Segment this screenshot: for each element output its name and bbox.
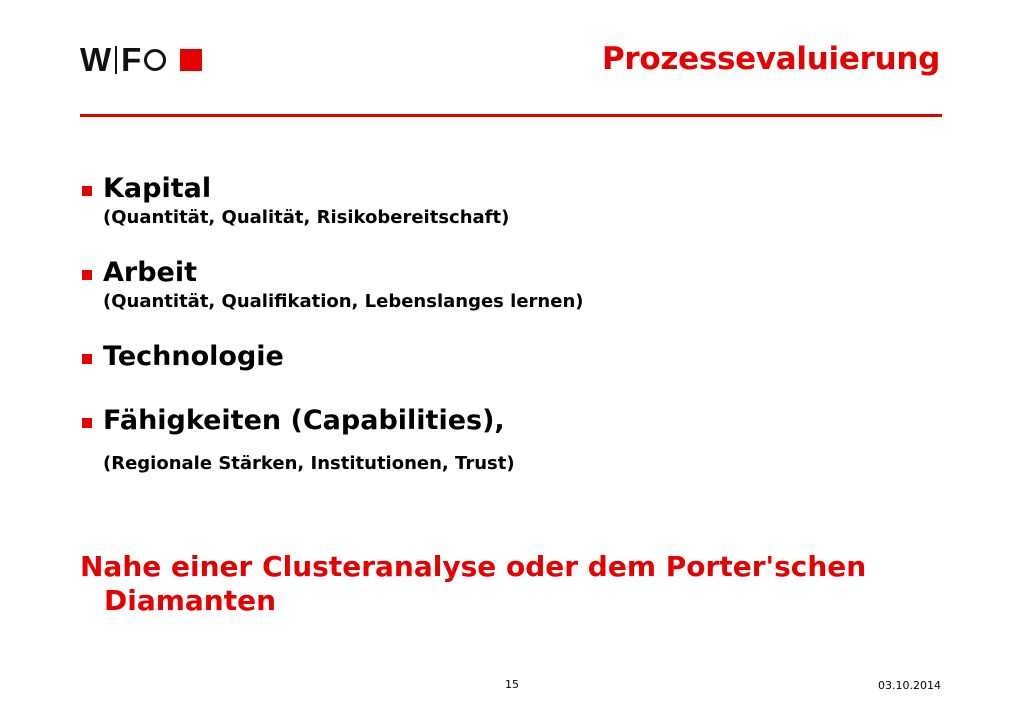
red-square-bullet-icon [82, 354, 92, 364]
wifo-logo [80, 43, 202, 77]
bullet-item-arbeit [80, 256, 583, 314]
red-square-bullet-icon [82, 270, 92, 280]
bullet-heading: Technologie [103, 341, 284, 372]
conclusion-statement [80, 550, 940, 618]
logo-red-square-icon [180, 49, 202, 71]
bullet-detail: (Regionale Stärken, Institutionen, Trust) [103, 453, 515, 474]
bullet-item-technologie [80, 340, 284, 374]
bullet-heading: Arbeit [103, 257, 198, 288]
red-square-bullet-icon [82, 186, 92, 196]
bullet-heading: Kapital [103, 173, 212, 204]
conclusion-line-2: Diamanten [104, 584, 277, 617]
bullet-item-faehigkeiten [80, 404, 515, 476]
bullet-heading: Fähigkeiten (Capabilities), [103, 405, 505, 436]
page-title: Prozessevaluierung [602, 41, 940, 77]
conclusion-line-1: Nahe einer Clusteranalyse oder dem Porter'schen [80, 550, 867, 583]
page-number: 15 [505, 678, 519, 691]
logo-letter-i-bar [115, 46, 117, 74]
bullet-detail: (Quantität, Qualifikation, Lebenslanges lernen) [103, 291, 584, 312]
title-divider [80, 114, 942, 117]
logo-letter-f: F [121, 41, 142, 78]
logo-letter-w: W [80, 41, 112, 78]
red-square-bullet-icon [82, 418, 92, 428]
footer-date: 03.10.2014 [878, 679, 941, 692]
logo-circle-icon [144, 49, 166, 71]
bullet-item-kapital [80, 172, 509, 230]
bullet-detail: (Quantität, Qualität, Risikobereitschaft) [103, 207, 510, 228]
